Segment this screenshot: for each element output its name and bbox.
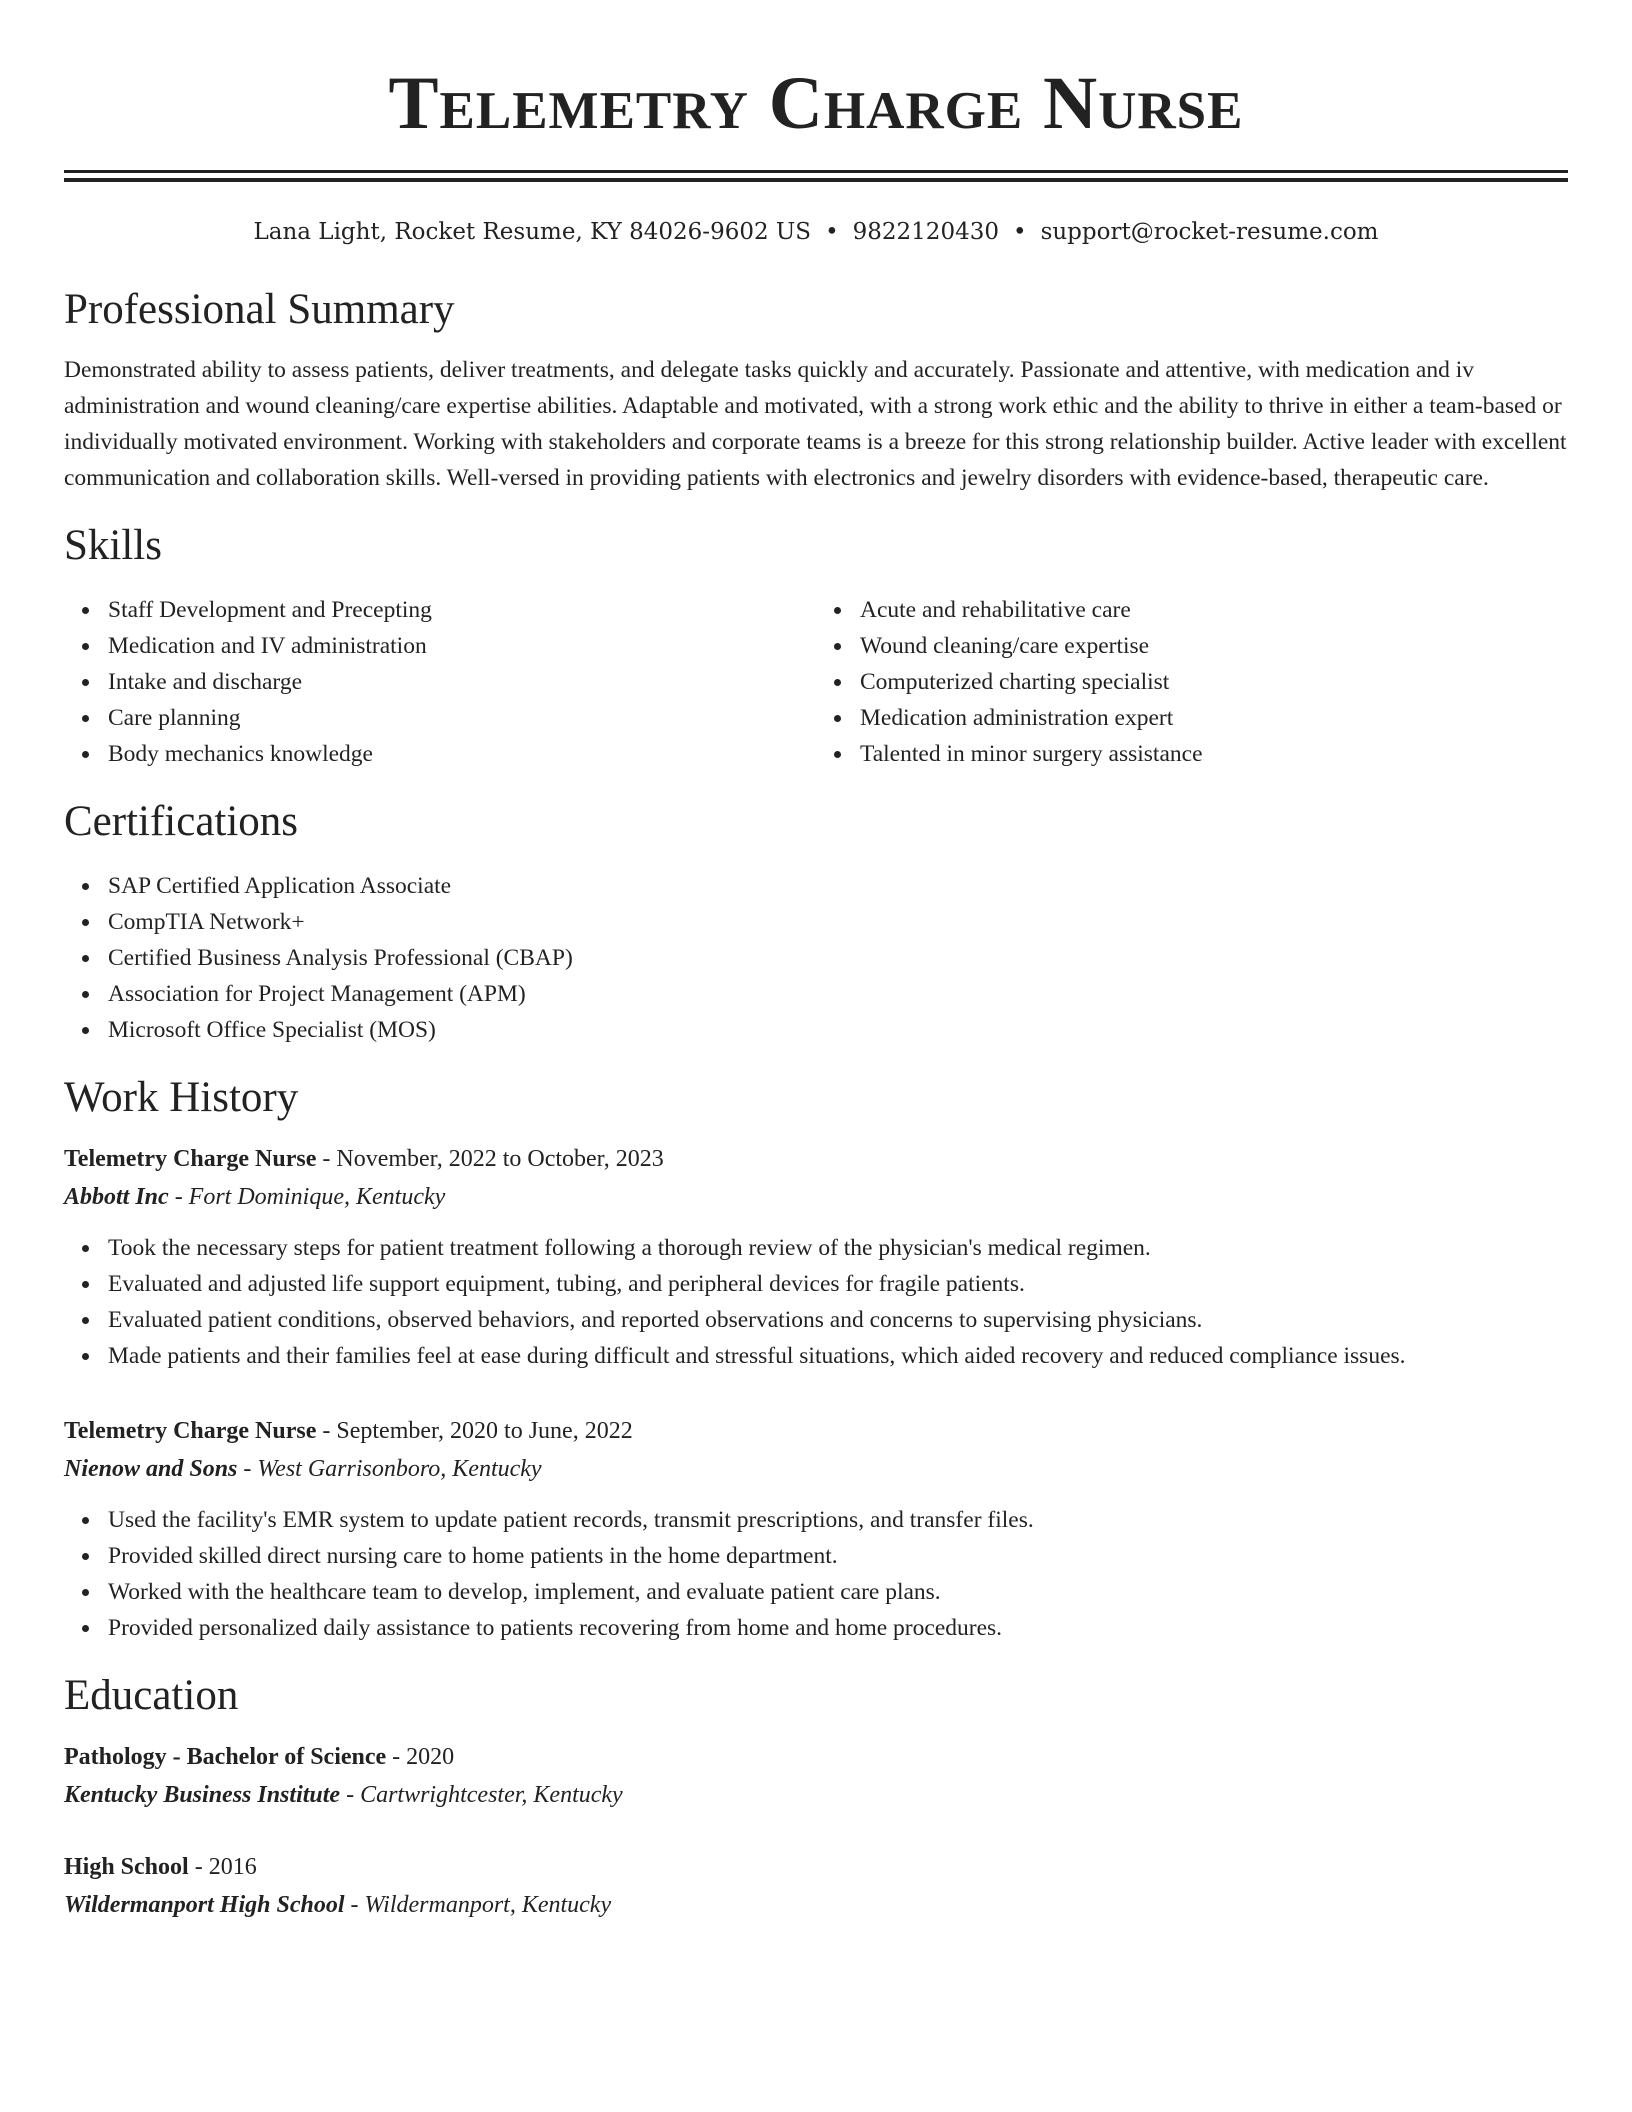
job-duty-item: Took the necessary steps for patient treatment following a thorough review of the physician's medical regimen. xyxy=(108,1230,1568,1266)
contact-email: support@rocket-resume.com xyxy=(1040,219,1379,245)
contact-phone: 9822120430 xyxy=(852,219,999,245)
job-location: - West Garrisonboro, Kentucky xyxy=(237,1456,542,1482)
certification-item: Certified Business Analysis Professional (CBAP) xyxy=(108,940,1568,976)
certifications-list xyxy=(64,868,1568,1048)
job-duty-item: Evaluated and adjusted life support equipment, tubing, and peripheral devices for fragile patients. xyxy=(108,1266,1568,1302)
education-location: - Wildermanport, Kentucky xyxy=(344,1892,612,1918)
contact-line xyxy=(64,216,1568,248)
job-company: Abbott Inc xyxy=(64,1184,169,1210)
education-heading: Education xyxy=(64,1672,239,1719)
resume-title: Telemetry Charge Nurse xyxy=(388,62,1244,145)
certification-item: Association for Project Management (APM) xyxy=(108,976,1568,1012)
job-dates: - November, 2022 to October, 2023 xyxy=(316,1146,664,1172)
job-duty-item: Evaluated patient conditions, observed behaviors, and reported observations and concerns to supervising physicians. xyxy=(108,1302,1568,1338)
skills-column-right xyxy=(816,592,1568,772)
contact-separator: • xyxy=(1012,219,1027,245)
certification-item: SAP Certified Application Associate xyxy=(108,868,1568,904)
job-company-line xyxy=(64,1178,1568,1216)
skills-grid xyxy=(64,592,1568,772)
education-school-line xyxy=(64,1776,1568,1814)
skill-item: Medication and IV administration xyxy=(108,628,816,664)
skills-column-left xyxy=(64,592,816,772)
title-double-rule xyxy=(64,170,1568,182)
skill-item: Computerized charting specialist xyxy=(860,664,1568,700)
skill-item: Acute and rehabilitative care xyxy=(860,592,1568,628)
skill-item: Staff Development and Precepting xyxy=(108,592,816,628)
job-role: Telemetry Charge Nurse xyxy=(64,1146,317,1172)
summary-text: Demonstrated ability to assess patients, deliver treatments, and delegate tasks quickly and accurately. Passionate and attentive, with medication and iv administration and wound cleaning/care expertise abilities. Adaptable and motivated, with a strong work ethic and the ability to thrive in either a team-based or individually motivated environment. Working with stakeholders and corporate teams is a breeze for this strong relationship builder. Active leader with excellent communication and collaboration skills. Well-versed in providing patients with electronics and jewelry disorders with evidence-based, therapeutic care. xyxy=(64,357,1567,491)
job-duty-item: Made patients and their families feel at ease during difficult and stressful situations, which aided recovery and reduced compliance issues. xyxy=(108,1338,1568,1374)
skills-heading: Skills xyxy=(64,522,162,569)
contact-address: Lana Light, Rocket Resume, KY 84026-9602 US xyxy=(253,219,812,245)
certification-item: CompTIA Network+ xyxy=(108,904,1568,940)
job-duty-item: Provided skilled direct nursing care to home patients in the home department. xyxy=(108,1538,1568,1574)
job-role-line xyxy=(64,1140,1568,1178)
summary-heading: Professional Summary xyxy=(64,286,455,333)
job-duty-item: Provided personalized daily assistance to patients recovering from home and home procedures. xyxy=(108,1610,1568,1646)
job-duty-item: Worked with the healthcare team to develop, implement, and evaluate patient care plans. xyxy=(108,1574,1568,1610)
education-degree-line xyxy=(64,1738,1568,1776)
job-company: Nienow and Sons xyxy=(64,1456,238,1482)
education-school: Kentucky Business Institute xyxy=(64,1782,341,1808)
job-company-line xyxy=(64,1450,1568,1488)
education-school: Wildermanport High School xyxy=(64,1892,345,1918)
education-year: - 2020 xyxy=(386,1744,455,1770)
contact-separator: • xyxy=(825,219,839,245)
skills-list-right xyxy=(816,592,1568,772)
education-entry xyxy=(64,1848,1568,1924)
job-role: Telemetry Charge Nurse xyxy=(64,1418,317,1444)
work-history-heading: Work History xyxy=(64,1074,299,1121)
certification-item: Microsoft Office Specialist (MOS) xyxy=(108,1012,1568,1048)
education-degree: High School xyxy=(64,1854,189,1880)
education-location: - Cartwrightcester, Kentucky xyxy=(340,1782,623,1808)
job-entry xyxy=(64,1412,1568,1646)
education-degree-line xyxy=(64,1848,1568,1886)
job-location: - Fort Dominique, Kentucky xyxy=(168,1184,446,1210)
education-degree: Pathology - Bachelor of Science xyxy=(64,1744,387,1770)
education-year: - 2016 xyxy=(188,1854,257,1880)
skill-item: Intake and discharge xyxy=(108,664,816,700)
skill-item: Talented in minor surgery assistance xyxy=(860,736,1568,772)
job-role-line xyxy=(64,1412,1568,1450)
job-duties-list xyxy=(64,1230,1568,1374)
skill-item: Body mechanics knowledge xyxy=(108,736,816,772)
skills-list-left xyxy=(64,592,816,772)
certifications-heading: Certifications xyxy=(64,798,299,845)
job-dates: - September, 2020 to June, 2022 xyxy=(316,1418,633,1444)
skill-item: Medication administration expert xyxy=(860,700,1568,736)
job-duties-list xyxy=(64,1502,1568,1646)
job-duty-item: Used the facility's EMR system to update patient records, transmit prescriptions, and transfer files. xyxy=(108,1502,1568,1538)
education-entry xyxy=(64,1738,1568,1814)
education-school-line xyxy=(64,1886,1568,1924)
skill-item: Wound cleaning/care expertise xyxy=(860,628,1568,664)
job-entry xyxy=(64,1140,1568,1374)
skill-item: Care planning xyxy=(108,700,816,736)
